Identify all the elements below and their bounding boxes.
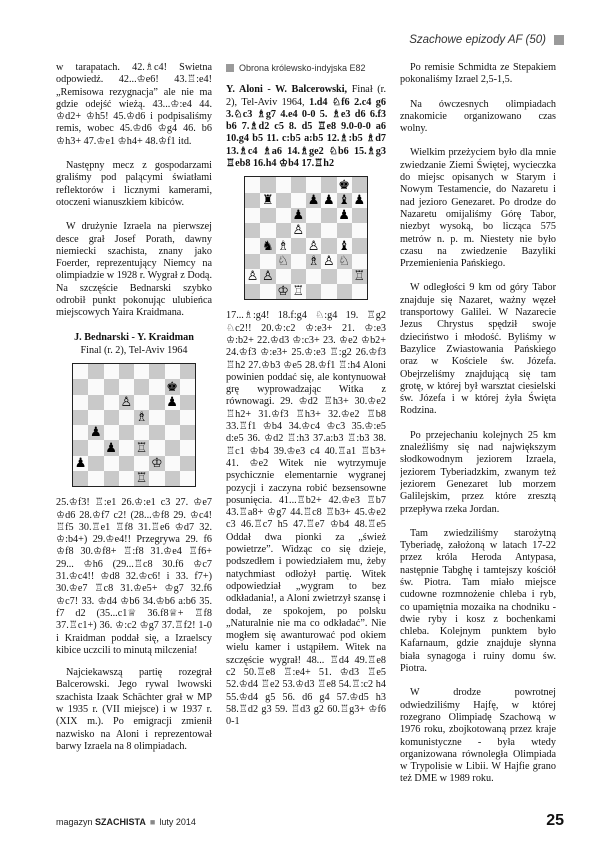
chess-piece-icon: ♟ bbox=[105, 440, 117, 456]
chess-piece-icon: ♝ bbox=[338, 238, 350, 254]
board-square bbox=[134, 395, 149, 410]
board-square bbox=[321, 223, 336, 238]
board-square bbox=[149, 364, 164, 379]
board-square bbox=[306, 208, 321, 223]
board-square bbox=[88, 379, 103, 394]
board-square bbox=[104, 440, 119, 455]
board-square bbox=[260, 238, 275, 253]
board-square bbox=[180, 379, 195, 394]
board-square bbox=[180, 364, 195, 379]
board-square bbox=[149, 379, 164, 394]
board-square bbox=[180, 425, 195, 440]
paragraph: Najciekawszą partię rozegrał Balcerowski. Jego rywal lwowski szachista Izaak Schächter grał w MP w 1935 r. (VII miejsce) i w 1937 r. (XIX m.). Po emigracji zmienił nazwisko na Aloni i reprezentował barwy Izraela na 8 olimpiadach. bbox=[56, 667, 212, 752]
board-square bbox=[180, 410, 195, 425]
board-square bbox=[276, 193, 291, 208]
column-1 bbox=[56, 62, 212, 812]
board-square bbox=[306, 254, 321, 269]
footer-date: luty 2014 bbox=[159, 817, 196, 827]
board-square bbox=[73, 395, 88, 410]
board-square bbox=[276, 269, 291, 284]
chess-piece-icon: ♗ bbox=[135, 410, 148, 426]
board-square bbox=[260, 269, 275, 284]
chess-piece-icon: ♚ bbox=[338, 177, 350, 193]
board-square bbox=[104, 395, 119, 410]
board-square bbox=[88, 395, 103, 410]
board-square bbox=[276, 223, 291, 238]
board-square bbox=[337, 284, 352, 299]
game-header bbox=[226, 84, 386, 170]
board-square bbox=[260, 177, 275, 192]
board-square bbox=[276, 177, 291, 192]
board-square bbox=[260, 208, 275, 223]
board-square bbox=[260, 223, 275, 238]
chess-piece-icon: ♖ bbox=[135, 471, 148, 487]
chess-piece-icon: ♟ bbox=[323, 192, 335, 208]
board-square bbox=[306, 223, 321, 238]
page-header bbox=[409, 34, 564, 46]
board-square bbox=[180, 395, 195, 410]
paragraph: Po przejechaniu kolejnych 25 km znaleźliśmy się nad największym słodkowodnym jeziorem Izraela, jeziorem Tyberiadzkim, zwanym też jeziorem Genezaret lub morzem Galilejskim, przez które zresztą przepływa rzeka Jordan. bbox=[400, 429, 556, 515]
board-square bbox=[88, 456, 103, 471]
board-square bbox=[119, 395, 134, 410]
chess-piece-icon: ♗ bbox=[307, 253, 320, 269]
paragraph: W drużynie Izraela na pierwszej desce grał Josef Porath, dawny niemiecki szachista, znany jako Foerder, reprezentujący Niemcy na olimpiadzie w 1928 r. Wygrał z Dodą. Na szczęście Bednarski szybko odrobił punkt pokonując ulubieńca miejscowych Yaira Kraidmana. bbox=[56, 221, 212, 319]
board-square bbox=[73, 379, 88, 394]
board-square bbox=[260, 284, 275, 299]
board-square bbox=[134, 471, 149, 486]
game-subtitle: Final (r. 2), Tel-Aviv 1964 bbox=[80, 344, 188, 356]
board-square bbox=[149, 410, 164, 425]
board-square bbox=[306, 284, 321, 299]
chess-piece-icon: ♘ bbox=[277, 253, 289, 269]
game-subtitle: Finał (r. 2), Tel-Aviv 1964, bbox=[226, 84, 386, 108]
board-square bbox=[180, 456, 195, 471]
chess-piece-icon: ♚ bbox=[166, 379, 178, 395]
opening-moves: 1.d4 ♘f6 2.c4 g6 3.♘c3 ♗g7 4.e4 0-0 5. ♗e3 d6 6.f3 b6 7.♗d2 c5 8. d5 ♖e8 9.0-0-0 a6 10.g4 b5 11. c:b5 a:b5 12.♗:b5 ♗d7 13.♗c4 ♗a6 14.♗ge2 ♘b6 15.♗g3 ♖eb8 16.h4 ♔b4 17.♖h2 bbox=[226, 96, 386, 170]
column-3 bbox=[400, 62, 556, 812]
board-square bbox=[180, 471, 195, 486]
board-square bbox=[88, 440, 103, 455]
board-square bbox=[134, 364, 149, 379]
board-square bbox=[306, 177, 321, 192]
board-square bbox=[321, 193, 336, 208]
chess-piece-icon: ♟ bbox=[166, 394, 178, 410]
board-square bbox=[276, 208, 291, 223]
board-square bbox=[245, 208, 260, 223]
chess-piece-icon: ♖ bbox=[292, 284, 305, 300]
square-bullet-icon bbox=[226, 64, 234, 72]
board-square bbox=[291, 238, 306, 253]
board-square bbox=[119, 456, 134, 471]
board-square bbox=[337, 208, 352, 223]
board-square bbox=[134, 440, 149, 455]
chess-piece-icon: ♟ bbox=[74, 455, 87, 471]
board-square bbox=[245, 177, 260, 192]
board-square bbox=[149, 471, 164, 486]
board-square bbox=[245, 238, 260, 253]
page-footer bbox=[56, 812, 564, 830]
board-square bbox=[180, 440, 195, 455]
board-square bbox=[149, 425, 164, 440]
board-square bbox=[88, 410, 103, 425]
chess-piece-icon: ♝ bbox=[338, 192, 350, 208]
header-square-icon bbox=[554, 35, 564, 45]
board-square bbox=[119, 379, 134, 394]
board-square bbox=[134, 379, 149, 394]
board-square bbox=[165, 440, 180, 455]
board-square bbox=[165, 379, 180, 394]
board-square bbox=[104, 364, 119, 379]
board-square bbox=[134, 425, 149, 440]
chess-piece-icon: ♘ bbox=[338, 253, 350, 269]
chess-piece-icon: ♗ bbox=[277, 238, 289, 254]
board-square bbox=[73, 425, 88, 440]
paragraph: W odległości 9 km od góry Tabor znajduje się Nazaret, ważny węzeł transportowy Galilei. W Nazarecie Jezus Chrystus spędził swoje dzieciństwo i młodość. Byliśmy w Bazylice Zwiastowania Pańskiego oraz w Kościele św. Józefa. Obejrzeliśmy znajdującą się tam grotę, w której był warsztat ciesielski św. Józefa i w której żyła Święta Rodzina. bbox=[400, 282, 556, 417]
board-square bbox=[149, 440, 164, 455]
board-square bbox=[321, 254, 336, 269]
board-square bbox=[245, 223, 260, 238]
board-square bbox=[321, 269, 336, 284]
chess-piece-icon: ♙ bbox=[292, 223, 305, 239]
footer-magazine bbox=[56, 817, 146, 827]
chess-piece-icon: ♞ bbox=[262, 238, 274, 254]
opening-heading bbox=[226, 62, 386, 74]
header-title: Szachowe epizody AF (50) bbox=[409, 34, 546, 46]
board-square bbox=[88, 364, 103, 379]
board-square bbox=[291, 254, 306, 269]
board-square bbox=[276, 284, 291, 299]
chess-piece-icon: ♙ bbox=[323, 253, 335, 269]
board-square bbox=[352, 269, 367, 284]
opening-name: Obrona królewsko-indyjska E82 bbox=[239, 63, 366, 73]
column-2 bbox=[226, 62, 386, 812]
board-square bbox=[165, 425, 180, 440]
board-square bbox=[321, 284, 336, 299]
chess-board-diagram bbox=[244, 176, 368, 300]
footer-magazine-word: magazyn bbox=[56, 817, 93, 827]
board-square bbox=[165, 364, 180, 379]
paragraph: w tarapatach. 42.♗c4! Świetna odpowiedź. 42...♔e6! 43.♖:e4! „Remisowa rezygnacja” ale nie ma gdzie odejść wieżą. 43...♔:e4 44. ♔d2+ ♔h5! 45.♔d6 i podpisaliśmy remis, wobec 45.♔d6 ♔g4 46. b6 ♔h3+ 47.♔e1 ♔h4+ 48.♔f1 itd. bbox=[56, 62, 212, 147]
board-square bbox=[119, 425, 134, 440]
board-square bbox=[321, 238, 336, 253]
board-square bbox=[276, 238, 291, 253]
chess-piece-icon: ♖ bbox=[353, 269, 366, 284]
board-square bbox=[321, 208, 336, 223]
board-square bbox=[149, 395, 164, 410]
board-square bbox=[352, 193, 367, 208]
board-square bbox=[104, 410, 119, 425]
footer-separator-icon: ■ bbox=[149, 817, 156, 827]
footer-magazine-name: SZACHISTA bbox=[95, 817, 146, 827]
board-square bbox=[337, 269, 352, 284]
board-square bbox=[165, 456, 180, 471]
board-square bbox=[337, 177, 352, 192]
board-square bbox=[165, 410, 180, 425]
board-square bbox=[88, 425, 103, 440]
board-square bbox=[73, 364, 88, 379]
game-title: Y. Aloni - W. Balcerowski, bbox=[226, 84, 348, 96]
board-square bbox=[352, 177, 367, 192]
board-square bbox=[291, 284, 306, 299]
page-number: 25 bbox=[546, 812, 564, 829]
board-square bbox=[245, 284, 260, 299]
chess-piece-icon: ♔ bbox=[151, 455, 163, 471]
chess-piece-icon: ♟ bbox=[292, 208, 305, 223]
board-square bbox=[165, 395, 180, 410]
chess-piece-icon: ♟ bbox=[307, 192, 320, 208]
board-square bbox=[291, 269, 306, 284]
chess-piece-icon: ♔ bbox=[277, 284, 289, 300]
board-square bbox=[73, 471, 88, 486]
paragraph: Następny mecz z gospodarzami graliśmy pod palącymi światłami reflektorów i licznymi kamerami, otoczeni wianuszkiem kibiców. bbox=[56, 160, 212, 208]
board-square bbox=[134, 456, 149, 471]
board-square bbox=[321, 177, 336, 192]
chess-piece-icon: ♟ bbox=[90, 425, 102, 441]
board-square bbox=[260, 254, 275, 269]
chess-piece-icon: ♜ bbox=[262, 192, 274, 208]
board-square bbox=[337, 238, 352, 253]
board-square bbox=[306, 269, 321, 284]
board-square bbox=[352, 254, 367, 269]
chess-piece-icon: ♙ bbox=[262, 269, 274, 284]
chess-piece-icon: ♙ bbox=[307, 238, 320, 254]
board-square bbox=[119, 471, 134, 486]
board-square bbox=[165, 471, 180, 486]
board-square bbox=[104, 379, 119, 394]
game-moves: 17...♗:g4! 18.f:g4 ♘:g4 19. ♖g2 ♘c2!! 20.♔:c2 ♔:e3+ 21. ♔:e3 ♔:b2+ 22.♔d3 ♔:c3+ 23. ♔e2 ♔b2+ 24.♔f3 ♔:e3+ 25.♔:e3 ♖:g2 26.♔f3 ♖h2 27.♔b3 ♔e5 28.♔f1 ♖:h4 Aloni powinien poddać się, ale kontynuował grę wyprowadzając Witka z równowagi. 29. ♔d2 ♖h3+ 30.♔e2 ♖h2+ 31.♔f3 ♖h3+ 32.♔e2 ♖b8 33.♖f1 ♔b4 34.♔c4 ♔c3 35.♔:e5 d:e5 36. ♔d2 ♖:h3 37.a:b3 ♖:b3 38. ♖c1 ♔b4 39.♔e3 c4 40.♖a1 ♖b3+ 41. ♔e2 Witek nie wytrzymuje psychicznie elementarnie wygranej pozycji i zaczyna robić bezsensowne posunięcia. 41...♖b2+ 42.♔e3 ♖b7 43.♖a8+ ♔g7 44.♖c8 ♖b3+ 45.♔e2 c3 46.♖c7 h5 47.♖e7 ♔b4 48.♖e5 Oddał dwa pionki za „śwież powietrze”. Widząc co się dzieje, podszedłem i powiedziałem mu, żeby natychmiast odłożył partię. Witek odpowiedział „wygram to bez odkładania!, a Aloni zwietrzył szansę i dodał, ze spokojem, po polsku „Naturalnie nie ma co odkładać”. Nie mogłem się awanturować pod okiem wielu kamer i ustąpiłem. Witek na szczęście wygrał! 48... ♖d4 49.♖e8 c2 50.♖e8 ♖:e4+ 51. ♔d3 ♖e5 52.♔d4 ♖e2 53.♔d3 ♖e8 54.♖:c2 h4 55.♔d4 g5 56. d6 g4 57.♔d5 h3 58.♖d2 g3 59. ♖d3 g2 60.♖g3+ ♔f6 0-1 bbox=[226, 310, 386, 728]
paragraph: W drodze powrotnej odwiedziliśmy Hajfę, w której rozegrano Olimpiadę Szachową w 1976 roku, zbojkotowaną przez kraje komunistyczne - była wtedy organizowana równoległa Olimpiada w Trypolisie w Libii. W Hajfie grano też DME w 1989 roku. bbox=[400, 687, 556, 785]
board-square bbox=[119, 440, 134, 455]
board-square bbox=[306, 193, 321, 208]
board-square bbox=[337, 223, 352, 238]
board-square bbox=[245, 193, 260, 208]
board-square bbox=[352, 238, 367, 253]
board-square bbox=[352, 223, 367, 238]
board-square bbox=[276, 254, 291, 269]
board-square bbox=[245, 269, 260, 284]
board-square bbox=[104, 471, 119, 486]
board-square bbox=[291, 223, 306, 238]
paragraph: Na ówczesnych olimpiadach znakomicie organizowano czas wolny. bbox=[400, 98, 556, 135]
board-square bbox=[104, 456, 119, 471]
board-square bbox=[149, 456, 164, 471]
chess-board-diagram bbox=[72, 363, 196, 487]
chess-piece-icon: ♟ bbox=[353, 192, 366, 208]
board-square bbox=[73, 440, 88, 455]
board-square bbox=[306, 238, 321, 253]
board-square bbox=[88, 471, 103, 486]
board-square bbox=[291, 177, 306, 192]
board-square bbox=[337, 193, 352, 208]
paragraph: Po remisie Schmidta ze Stepakiem pokonaliśmy Izrael 2,5-1,5. bbox=[400, 62, 556, 86]
board-square bbox=[245, 254, 260, 269]
board-square bbox=[104, 425, 119, 440]
paragraph: Tam zwiedziliśmy starożytną Tyberiadę, założoną w latach 17-22 przez króla Heroda Antypasa, następnie Tabghę i tamtejszy kościół św. Piotra. Tam miało miejsce cudowne rozmnożenie chleba i ryb, co upamiętnia mozaika na chodniku - dwie ryby i kosz z bochenkami chleba. Kolejnym punktem było Kafarnaum, gdzie znajduje słynna biała synagoga i ruiny domu św. Piotra. bbox=[400, 527, 556, 675]
board-square bbox=[73, 410, 88, 425]
chess-piece-icon: ♟ bbox=[338, 208, 350, 223]
board-square bbox=[119, 410, 134, 425]
chess-piece-icon: ♖ bbox=[135, 440, 148, 456]
paragraph: Wielkim przeżyciem było dla mnie zwiedzanie Ziemi Świętej, wycieczka do miejsc opisanych w Starym i Nowym Testamencie, do Nazaretu i nad jezioro Genezaret. Po drodze do Nazaretu omijaliśmy Górę Tabor, niezbyt wysoką, bo licząca 575 metrów n. p. m. Niestety nie było czasu na zwiedzenie Bazyliki Przemienienia Pańskiego. bbox=[400, 147, 556, 270]
board-square bbox=[352, 284, 367, 299]
chess-piece-icon: ♙ bbox=[120, 394, 133, 410]
board-square bbox=[291, 208, 306, 223]
board-square bbox=[352, 208, 367, 223]
game-title: J. Bednarski - Y. Kraidman bbox=[74, 331, 194, 343]
board-square bbox=[119, 364, 134, 379]
game-moves: 25.♔f3! ♖:e1 26.♔:e1 c3 27. ♔e7 ♔d6 28.♔f7 c2! (28...♔f8 29. ♔c4! ♖f5 30.♖e1 ♖f8 31.♖e6 ♔d7 32. ♔:b4+) 29.♔e4!! Przegrywa 29. f6 ♔f8 30.♔f8+ ♖:f8 31.♔e4 ♖f6+ 29... ♔h6 (29...♖c8 30.f6 ♔c7 31.♔c4!! ♔d8 32.♔c6! i 33. f7+) 30.♔e7 ♖c8 31.♔e5+ ♔g7 32.f6 ♔c7! 33. ♔d4 ♔b6 34.♔b6 a:b6 35. f7 d2 (35...c1♕ 36.f8♕+ ♖f8 37.♖c1+) 36. ♔:c2 ♔g7 37.♖f2! 1-0 i Kraidman poddał się, a Izraelscy kibice uczcili to minutą milczenia! bbox=[56, 497, 212, 656]
board-square bbox=[260, 193, 275, 208]
board-square bbox=[73, 456, 88, 471]
board-square bbox=[134, 410, 149, 425]
board-square bbox=[291, 193, 306, 208]
board-square bbox=[337, 254, 352, 269]
chess-piece-icon: ♙ bbox=[246, 269, 259, 284]
